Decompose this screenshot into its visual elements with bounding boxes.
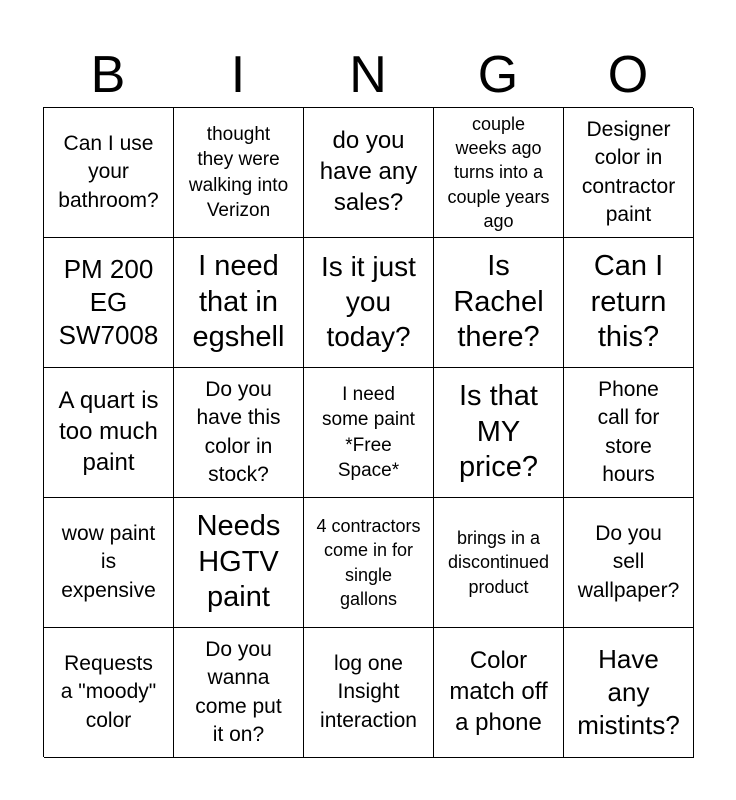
cell-text: Phone call for store hours — [597, 378, 660, 486]
cell-text: PM 200 EG SW7008 — [58, 254, 159, 350]
cell-text: brings in a discontinued product — [447, 528, 550, 597]
cell-text: thought they were walking into Verizon — [188, 124, 289, 221]
bingo-cell-r3-c0[interactable] — [44, 498, 174, 628]
bingo-cell-r1-c0[interactable] — [44, 238, 174, 368]
bingo-cell-r3-c2[interactable] — [304, 498, 434, 628]
cell-text: Do you have this color in stock? — [196, 378, 281, 486]
cell-text: wow paint is expensive — [61, 522, 156, 602]
bingo-cell-r3-c1[interactable] — [174, 498, 304, 628]
cell-text: A quart is too much paint — [58, 387, 159, 476]
bingo-header — [43, 44, 693, 106]
header-letter-o: O — [607, 46, 649, 104]
cell-text: Is it just you today? — [321, 251, 416, 352]
header-letter-b: B — [90, 46, 126, 104]
bingo-cell-r3-c4[interactable] — [564, 498, 694, 628]
cell-text: I need that in egshell — [192, 249, 285, 354]
bingo-cell-r0-c3[interactable] — [434, 108, 564, 238]
cell-text: Requests a "moody" color — [60, 652, 157, 732]
bingo-cell-r4-c1[interactable] — [174, 628, 304, 758]
bingo-cell-r4-c2[interactable] — [304, 628, 434, 758]
bingo-cell-r1-c3[interactable] — [434, 238, 564, 368]
bingo-cell-r2-c3[interactable] — [434, 368, 564, 498]
cell-text: I need some paint *Free Space* — [322, 384, 415, 481]
cell-text: Color match off a phone — [449, 647, 548, 736]
bingo-cell-r2-c2[interactable] — [304, 368, 434, 498]
bingo-cell-r4-c4[interactable] — [564, 628, 694, 758]
bingo-cell-r1-c1[interactable] — [174, 238, 304, 368]
cell-text: Can I return this? — [590, 249, 667, 354]
bingo-cell-r0-c4[interactable] — [564, 108, 694, 238]
bingo-cell-r1-c2[interactable] — [304, 238, 434, 368]
bingo-cell-r2-c4[interactable] — [564, 368, 694, 498]
cell-text: Can I use your bathroom? — [58, 132, 159, 212]
bingo-cell-r0-c2[interactable] — [304, 108, 434, 238]
cell-text: log one Insight interaction — [320, 652, 417, 732]
cell-text: 4 contractors come in for single gallons — [316, 515, 421, 609]
header-letter-g: G — [477, 46, 519, 104]
bingo-cell-r3-c3[interactable] — [434, 498, 564, 628]
cell-text: Do you wanna come put it on? — [195, 638, 282, 746]
cell-text: Is that MY price? — [459, 379, 538, 484]
cell-text: do you have any sales? — [319, 127, 418, 216]
bingo-cell-r4-c3[interactable] — [434, 628, 564, 758]
bingo-cell-r1-c4[interactable] — [564, 238, 694, 368]
header-letter-i: I — [230, 46, 246, 104]
bingo-cell-r0-c0[interactable] — [44, 108, 174, 238]
cell-text: Do you sell wallpaper? — [577, 522, 680, 602]
cell-text: Designer color in contractor paint — [581, 118, 676, 226]
cell-text: couple weeks ago turns into a couple years ago — [447, 113, 550, 231]
bingo-board — [43, 107, 693, 757]
header-letter-n: N — [349, 46, 387, 104]
cell-text: Have any mistints? — [577, 644, 680, 740]
bingo-cell-r4-c0[interactable] — [44, 628, 174, 758]
cell-text: Needs HGTV paint — [196, 509, 281, 614]
bingo-cell-r2-c0[interactable] — [44, 368, 174, 498]
cell-text: Is Rachel there? — [453, 249, 544, 354]
bingo-cell-r2-c1[interactable] — [174, 368, 304, 498]
bingo-cell-r0-c1[interactable] — [174, 108, 304, 238]
